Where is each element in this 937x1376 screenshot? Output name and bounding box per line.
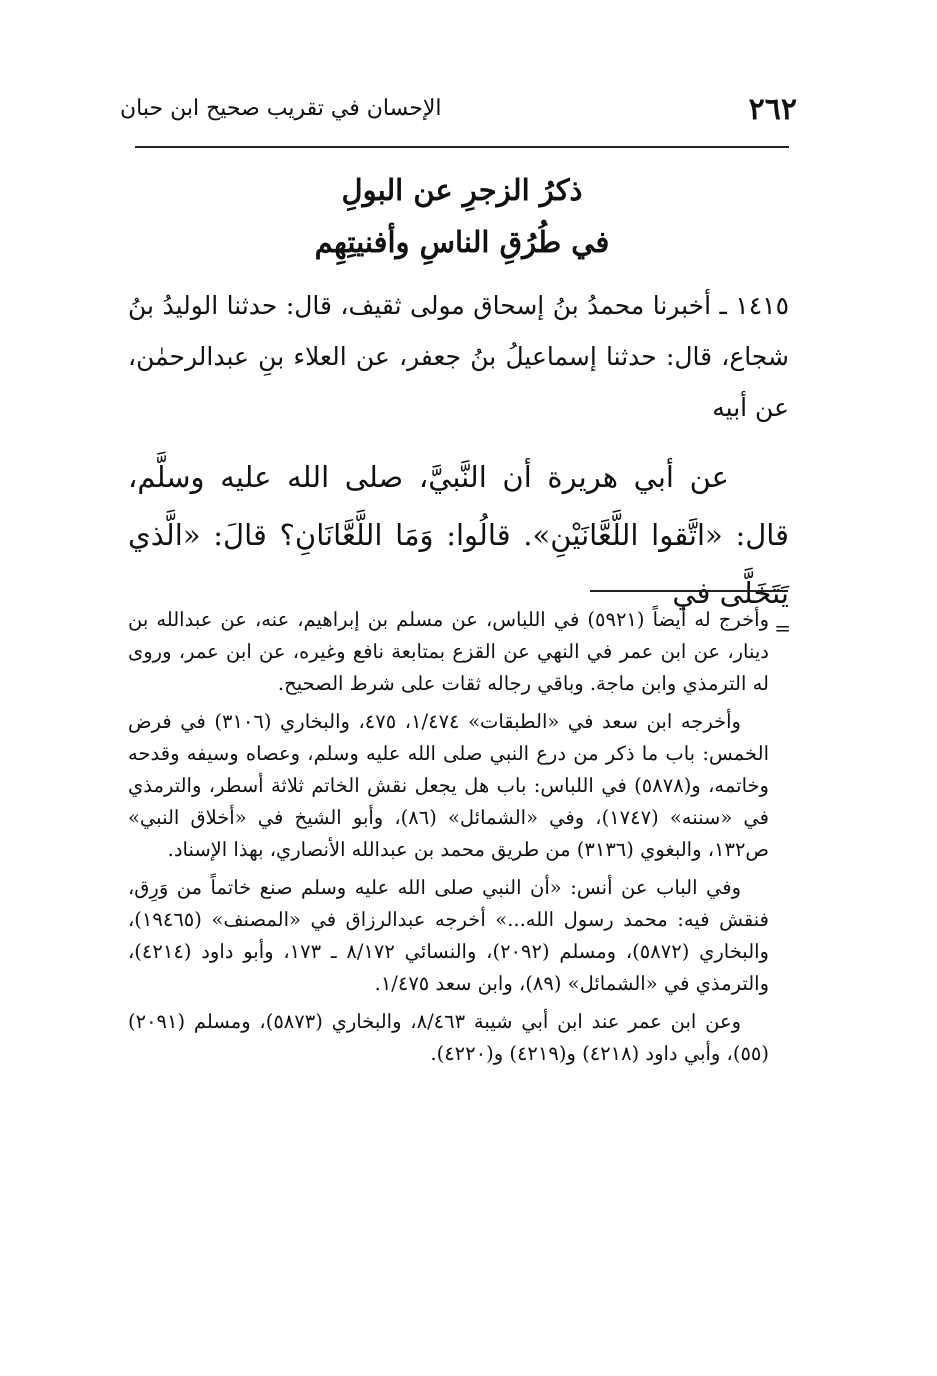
- page-number: ٢٦٢: [748, 92, 797, 127]
- chapter-title-line-1: ذكرُ الزجرِ عن البولِ: [341, 173, 583, 207]
- hadith-isnad: [128, 280, 789, 433]
- matn-paragraph: عن أبي هريرة أن النَّبيَّ، صلى الله عليه وسلَّم، قال: «اتَّقوا اللَّعَّانَيْنِ». قالُوا: وَمَا اللَّعَّانَانِ؟ قالَ: «الَّذي يَتَخَلَّى في: [128, 460, 789, 610]
- footnote-paragraph-2: وأخرجه ابن سعد في «الطبقات» ١/٤٧٤، ٤٧٥، والبخاري (٣١٠٦) في فرض الخمس: باب ما ذكر من درع النبي صلى الله عليه وسلم، وعصاه وسيفه وقدحه وخاتمه، و(٥٨٧٨) في اللباس: باب هل يجعل نقش الخاتم ثلاثة أسطر، والترمذي في «سننه» (١٧٤٧)، وفي «الشمائل» (٨٦)، وأبو الشيخ في «أخلاق النبي» ص١٣٢، والبغوي (٣١٣٦) من طريق محمد بن عبدالله الأنصاري، بهذا الإسناد.: [128, 710, 769, 861]
- chapter-title-line-2: في طُرُقِ الناسِ وأفنيتِهِم: [314, 225, 610, 259]
- footnote-divider: [590, 590, 788, 592]
- running-title: الإحسان في تقريب صحيح ابن حبان: [120, 96, 442, 121]
- footnote-continuation-mark: =: [774, 616, 791, 640]
- chapter-title: [135, 164, 789, 268]
- footnotes: [128, 604, 769, 1076]
- page-header: [120, 92, 797, 132]
- footnote-paragraph-3: وفي الباب عن أنس: «أن النبي صلى الله عليه وسلم صنع خاتماً من وَرِق، فنقش فيه: محمد رسول الله...» أخرجه عبدالرزاق في «المصنف» (١٩٤٦٥)، والبخاري (٥٨٧٢)، ومسلم (٢٠٩٢)، والنسائي ٨/١٧٢ ـ ١٧٣، وأبو داود (٤٢١٤)، والترمذي في «الشمائل» (٨٩)، وابن سعد ١/٤٧٥.: [128, 876, 769, 995]
- footnote-paragraph-4: وعن ابن عمر عند ابن أبي شيبة ٨/٤٦٣، والبخاري (٥٨٧٣)، ومسلم (٢٠٩١) (٥٥)، وأبي داود (٤٢١٨) و(٤٢١٩) و(٤٢٢٠).: [128, 1010, 769, 1065]
- footnote-paragraph-1: وأخرج له أيضاً (٥٩٢١) في اللباس، عن مسلم بن إبراهيم، عنه، عن عبدالله بن دينار، عن ابن عمر في النهي عن القزع بمتابعة نافع وغيره، عن ابن عمر، وروى له الترمذي وابن ماجة. وباقي رجاله ثقات على شرط الصحيح.: [128, 608, 770, 695]
- header-divider: [135, 146, 789, 148]
- hadith-matn: [128, 448, 789, 622]
- isnad-paragraph: ١٤١٥ ـ أخبرنا محمدُ بنُ إسحاق مولى ثقيف، قال: حدثنا الوليدُ بنُ شجاع، قال: حدثنا إسماعيلُ بنُ جعفر، عن العلاء بنِ عبدالرحمٰن، عن أبيه: [128, 291, 789, 422]
